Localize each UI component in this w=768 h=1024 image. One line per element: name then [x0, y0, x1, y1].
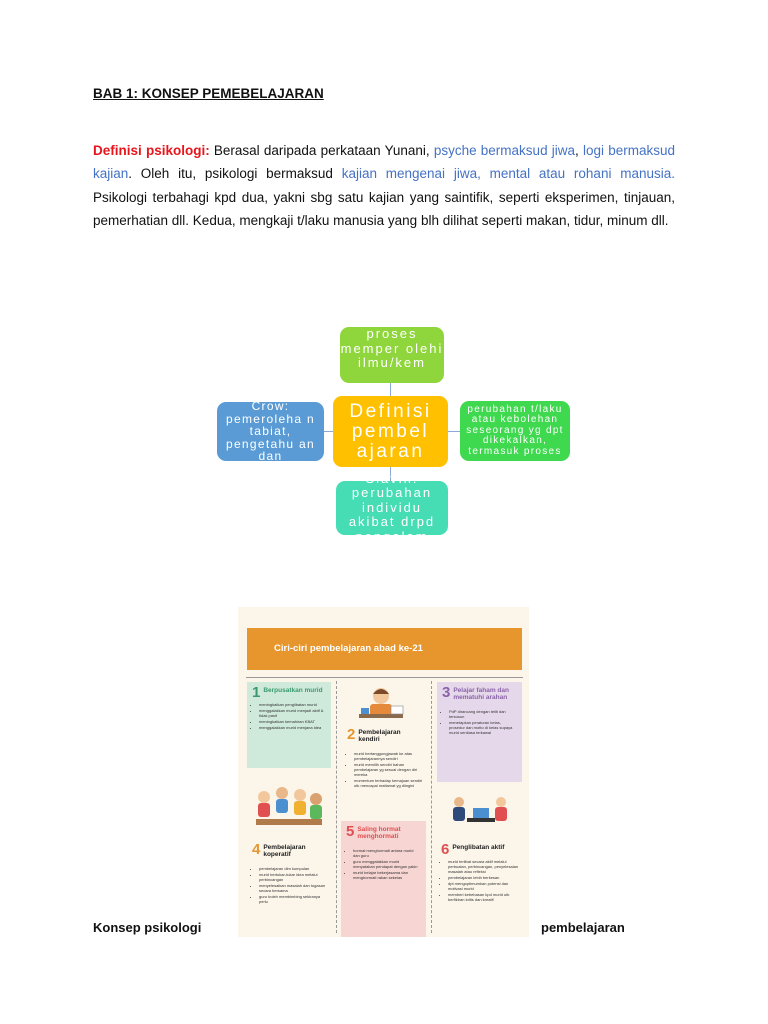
caption-left: Konsep psikologi: [93, 920, 202, 935]
card-2: 2 Pembelajaran kendiri • murid bertanggungjawab ke atas pembelajarannya sendiri • murid memilih sendiri bahan pembelajaran yg sesuai dengan diri mereka • momentum terhadap kemajuan sendiri utk mencapai matlamat yg diingini: [342, 724, 428, 820]
card-6: 6 Penglibatan aktif • murid terlibat secara aktif melalui perbualan, perbincangan, penyelesaian masalah atau refleksi • pembelajaran lebih berkesan • dpt mengoptimumkan potensi dan motivasi murid • memberi kebebasan kpd murid utk berfikiran kritis dan kreatif: [436, 839, 524, 935]
divider: [246, 677, 523, 678]
highlight-logi: logi bermaksud kajian: [93, 143, 675, 182]
highlight-kajian: kajian mengenai jiwa, mental atau rohani manusia.: [341, 166, 675, 182]
divider: [336, 681, 337, 933]
infographic-image: [238, 607, 529, 937]
diagram-node-top: proses memper olehi ilmu/kem: [340, 327, 444, 383]
definition-label: Definisi psikologi:: [93, 143, 210, 158]
text-segment: ,: [575, 143, 583, 158]
definition-paragraph: [93, 139, 675, 232]
card-1: 1 Berpusatkan murid • meningkatkan penglibatan murid • menggalakkan murid menjadi aktif & tidak pasif • meningkatkan kemahiran KBAT • menggalakkan murid menjana idea: [247, 682, 331, 768]
card-3: 3 Pelajar faham dan mematuhi arahan • PdP dirancang dengan teliti dan tersusun • menetapkan peraturan kelas, prosedur dan motto di kelas supaya murid sentiasa terkawal: [437, 682, 522, 782]
chapter-heading: BAB 1: KONSEP PEMEBELAJARAN: [93, 86, 324, 101]
caption-right: pembelajaran: [541, 920, 625, 935]
text-segment: Berasal daripada perkataan Yunani,: [209, 143, 434, 158]
connector-right: [448, 431, 460, 432]
text-segment: . Oleh itu, psikologi bermaksud: [128, 166, 342, 182]
diagram-node-center: Definisi pembel ajaran: [333, 396, 448, 467]
diagram-node-left: Crow: pemeroleha n tabiat, pengetahu an dan: [217, 402, 324, 461]
divider: [431, 681, 432, 933]
card-4: 4 Pembelajaran koperatif • pembelajaran dlm kumpulan • murid bertukar-tukar idea melalui perbincangan • menyelesaikan masalah dan tugasan secara bersama • guru boleh membimbing sekiranya perlu: [247, 839, 333, 935]
diagram-node-right: perubahan t/laku atau kebolehan seseorang yg dpt dikekalkan, termasuk proses: [460, 401, 570, 461]
text-segment: Psikologi terbahagi kpd dua, yakni sbg satu kajian yang saintifik, seperti eksperimen, tinjauan, pemerhatian dll. Kedua, mengkaji t/laku manusia yang blh dilihat seperti makan, tidur, minum dll.: [93, 189, 675, 228]
infographic-title: Ciri-ciri pembelajaran abad ke-21: [247, 628, 522, 670]
diagram-node-bottom: Slavin: perubahan individu akibat drpd pengalam: [336, 481, 448, 535]
highlight-psyche: psyche bermaksud jiwa: [433, 143, 576, 158]
teacher-illustration: [351, 684, 411, 726]
connector-top: [390, 383, 391, 397]
discussion-illustration: [443, 792, 519, 836]
group-illustration: [250, 783, 328, 835]
card-5: 5 Saling hormat menghormati • hormat menghormati antara murid dan guru • guru menggalakkan murid menyatakan pendapat dengan yakin • murid belajar bekerjasama dan menghormati rakan sekelas: [341, 821, 426, 937]
